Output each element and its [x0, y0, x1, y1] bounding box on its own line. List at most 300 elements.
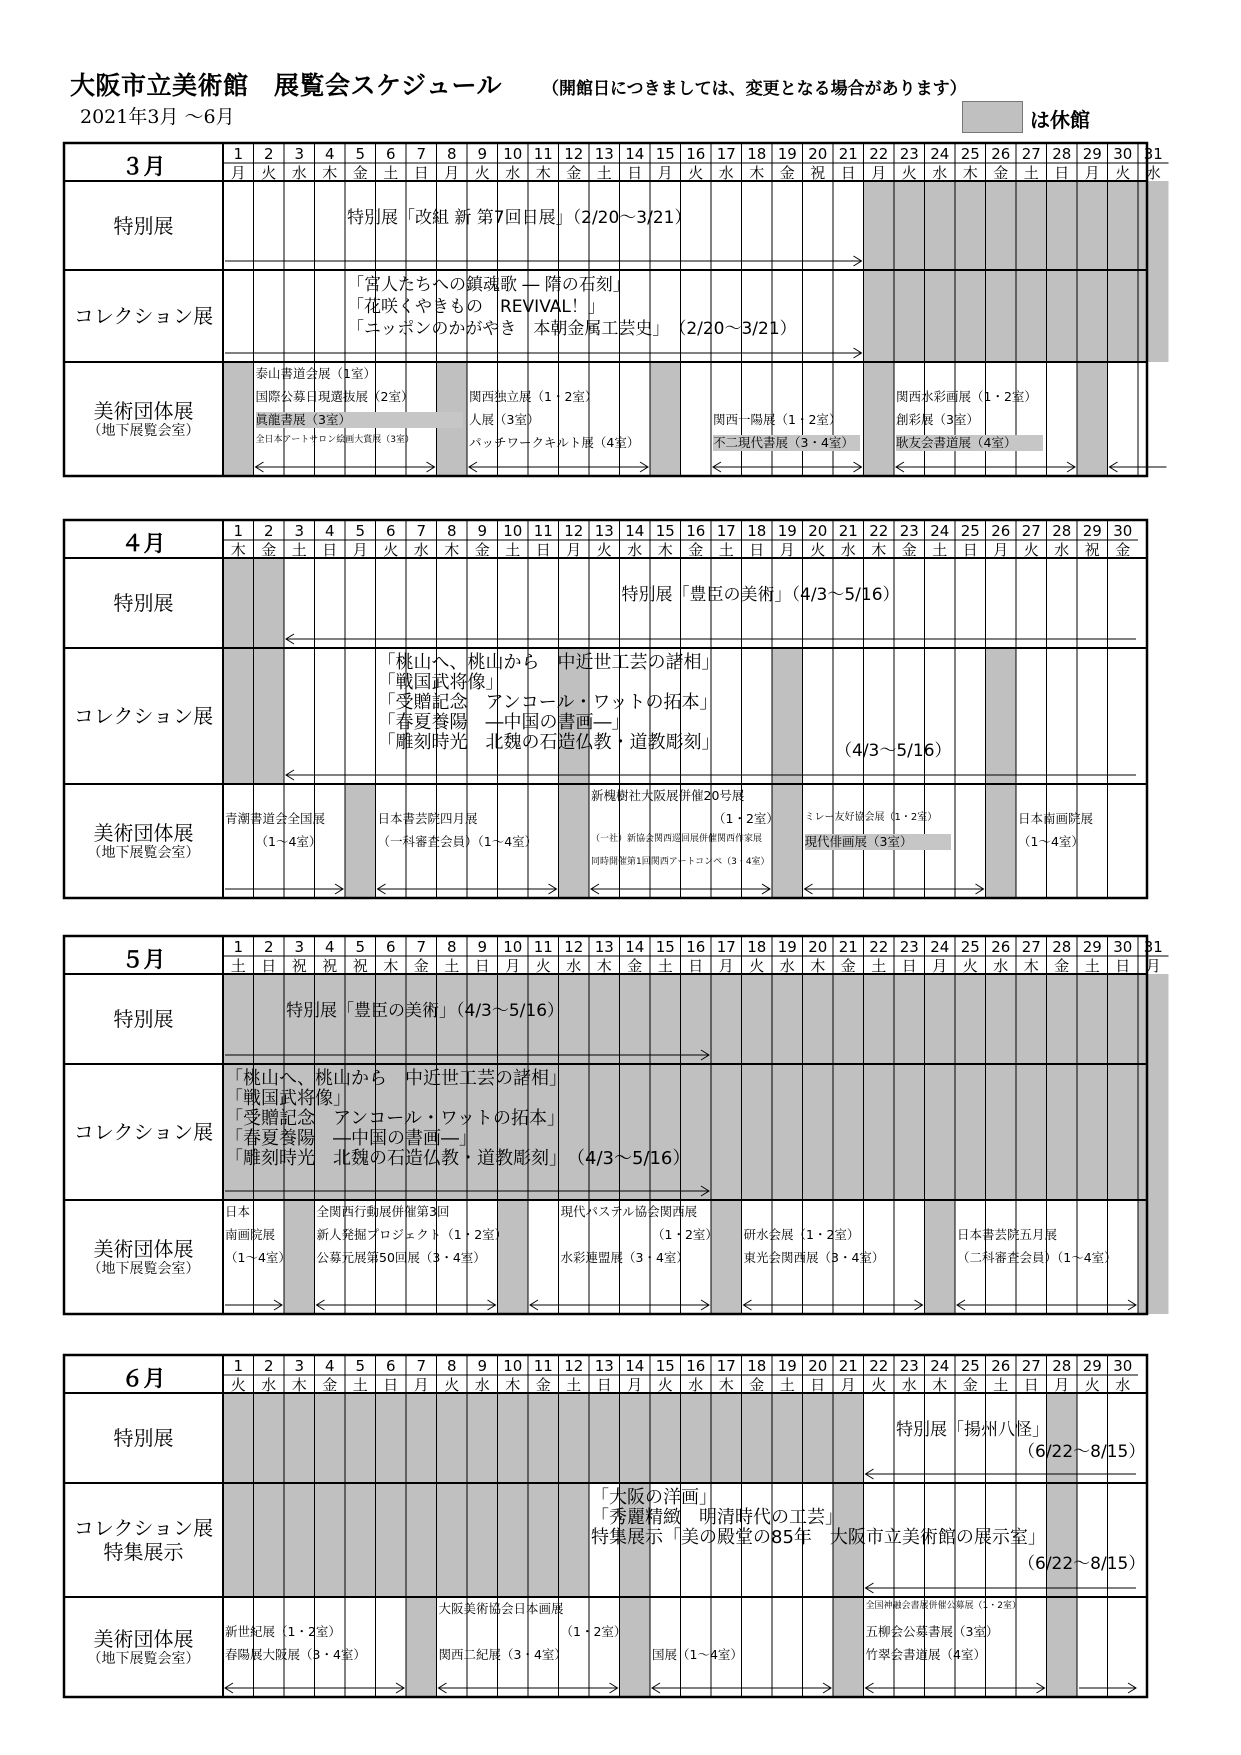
weekday-label: 日: [535, 541, 551, 559]
day-number: 26: [991, 1357, 1011, 1375]
row-label: [64, 1237, 223, 1278]
weekday-label: 土: [505, 541, 521, 559]
event-text: 関西水彩画展（1・2室）: [896, 389, 1037, 404]
event-text: 国際公募日現選抜展（2室）: [255, 389, 414, 404]
weekday-label: 日: [1115, 957, 1131, 975]
weekday-label: 月: [444, 164, 460, 182]
event-text: 東光会関西展（3・4室）: [743, 1250, 885, 1265]
weekday-label: 金: [993, 164, 1009, 182]
weekday-label: 火: [1023, 541, 1039, 559]
event-text: 特集展示「美の殿堂の85年 大阪市立美術館の展示室」: [591, 1527, 1046, 1548]
event-text: 関西独立展（1・2室）: [469, 389, 598, 404]
row-label: [64, 214, 223, 238]
row-sublabel: （地下展覧会室）: [87, 1260, 200, 1277]
day-number: 1: [233, 1357, 244, 1375]
day-number: 31: [1143, 145, 1163, 163]
row-label-text: 美術団体展: [93, 1236, 194, 1261]
day-number: 30: [1113, 145, 1133, 163]
day-number: 2: [263, 145, 274, 163]
weekday-label: 土: [1084, 957, 1100, 975]
day-number: 18: [747, 145, 767, 163]
event-text: 「受贈記念 アンコール・ワットの拓本」: [225, 1108, 566, 1129]
day-number: 25: [960, 145, 980, 163]
weekday-label: 月: [1145, 957, 1161, 975]
event-text: 新槐樹社大阪展併催20号展: [591, 788, 745, 803]
event-text: 公募元展第50回展（3・4室）: [316, 1250, 486, 1265]
weekday-label: 土: [718, 541, 734, 559]
event-text: 眞龍書展（3室）: [256, 412, 464, 428]
day-number: 10: [503, 938, 523, 956]
weekday-label: 火: [596, 541, 612, 559]
weekday-label: 火: [474, 164, 490, 182]
weekday-label: 日: [1023, 1376, 1039, 1394]
day-number: 15: [655, 1357, 675, 1375]
closed-cell: [223, 362, 254, 476]
weekday-label: 木: [1023, 957, 1039, 975]
day-number: 9: [477, 522, 488, 540]
weekday-label: 水: [1145, 164, 1161, 182]
day-number: 8: [446, 522, 457, 540]
day-number: 11: [533, 522, 553, 540]
day-number: 14: [625, 145, 645, 163]
weekday-label: 月: [840, 1376, 856, 1394]
day-number: 14: [625, 522, 645, 540]
event-text: （1・2室）: [713, 811, 779, 826]
day-number: 19: [777, 1357, 797, 1375]
row-label: [64, 1120, 223, 1144]
day-number: 2: [263, 522, 274, 540]
day-number: 21: [838, 938, 858, 956]
row-label: [64, 1007, 223, 1031]
closed-cell: [1047, 1597, 1078, 1697]
day-number: 30: [1113, 522, 1133, 540]
day-number: 20: [808, 522, 828, 540]
weekday-label: 土: [871, 957, 887, 975]
weekday-label: 火: [1115, 164, 1131, 182]
weekday-label: 水: [1054, 541, 1070, 559]
event-text: 「桃山へ、桃山から 中近世工芸の諸相」: [225, 1068, 567, 1089]
event-text: 「春夏養陽 ―中国の書画―」: [377, 712, 630, 733]
weekday-label: 火: [901, 164, 917, 182]
title-note: （開館日につきましては、変更となる場合があります）: [542, 79, 967, 99]
weekday-label: 月: [718, 957, 734, 975]
day-number: 13: [594, 938, 614, 956]
event-text: 「宮人たちへの鎮魂歌 ― 隋の石刻」: [347, 275, 630, 295]
weekday-label: 水: [840, 541, 856, 559]
event-text: 新人発掘プロジェクト（1・2室）: [316, 1227, 508, 1242]
day-number: 29: [1082, 145, 1102, 163]
weekday-label: 水: [718, 164, 734, 182]
weekday-label: 金: [779, 164, 795, 182]
day-number: 6: [385, 938, 396, 956]
weekday-label: 火: [230, 1376, 246, 1394]
weekday-label: 月: [627, 1376, 643, 1394]
row-label-text: 特別展: [113, 591, 174, 615]
weekday-label: 金: [901, 541, 917, 559]
day-number: 4: [324, 522, 335, 540]
day-number: 25: [960, 938, 980, 956]
day-number: 16: [686, 938, 706, 956]
weekday-label: 水: [291, 164, 307, 182]
day-number: 28: [1052, 938, 1072, 956]
closed-cell: [864, 362, 895, 476]
closed-cell: [925, 1200, 956, 1314]
month-schedule-april: [64, 520, 1147, 900]
event-text: 「雕刻時光 北魏の石造仏教・道教彫刻」: [377, 732, 720, 753]
weekday-label: 木: [718, 1376, 734, 1394]
weekday-label: 金: [413, 957, 429, 975]
day-number: 14: [625, 1357, 645, 1375]
weekday-label: 木: [810, 957, 826, 975]
weekday-label: 祝: [322, 957, 338, 975]
row-label: [64, 1426, 223, 1450]
weekday-label: 木: [505, 1376, 521, 1394]
closed-cell: [559, 784, 590, 898]
weekday-label: 金: [1054, 957, 1070, 975]
day-number: 23: [899, 1357, 919, 1375]
weekday-label: 土: [444, 957, 460, 975]
weekday-label: 月: [230, 164, 246, 182]
event-text: （一科審査会員）（1～4室）: [377, 834, 538, 849]
event-text: （6/22～8/15）: [1018, 1442, 1146, 1462]
day-number: 20: [808, 1357, 828, 1375]
weekday-label: 火: [810, 541, 826, 559]
event-text: 泰山書道会展（1室）: [255, 366, 376, 381]
weekday-label: 土: [657, 957, 673, 975]
event-text: 「大阪の洋画」: [591, 1487, 717, 1508]
event-text: 春陽展大阪展（3・4室）: [225, 1647, 366, 1662]
weekday-label: 月: [505, 957, 521, 975]
day-number: 4: [324, 938, 335, 956]
weekday-label: 祝: [291, 957, 307, 975]
event-text: （1・2室）: [652, 1227, 718, 1242]
day-number: 7: [416, 938, 427, 956]
day-number: 30: [1113, 938, 1133, 956]
day-number: 6: [385, 1357, 396, 1375]
weekday-label: 金: [474, 541, 490, 559]
day-number: 27: [1021, 145, 1041, 163]
weekday-label: 金: [749, 1376, 765, 1394]
row-label-text: 特別展: [113, 1426, 174, 1450]
weekday-label: 月: [566, 541, 582, 559]
weekday-label: 日: [474, 957, 490, 975]
event-text: 日本書芸院四月展: [377, 811, 478, 826]
event-text: 竹翠会書道展（4室）: [865, 1647, 986, 1662]
weekday-label: 木: [657, 541, 673, 559]
day-number: 10: [503, 145, 523, 163]
event-text: 「戦国武将像」: [377, 672, 504, 693]
day-number: 8: [446, 145, 457, 163]
event-text: 現代パステル協会関西展: [560, 1204, 698, 1219]
weekday-label: 月: [1084, 164, 1100, 182]
day-number: 10: [503, 522, 523, 540]
row-label: [64, 1627, 223, 1668]
closed-cell: [223, 1393, 864, 1483]
day-number: 19: [777, 938, 797, 956]
day-number: 17: [716, 938, 736, 956]
day-number: 28: [1052, 145, 1072, 163]
weekday-label: 土: [993, 1376, 1009, 1394]
row-sublabel: 特集展示: [103, 1540, 184, 1564]
row-label-text: コレクション展: [73, 1120, 214, 1144]
closed-cell: [986, 648, 1017, 784]
weekday-label: 月: [932, 957, 948, 975]
weekday-label: 土: [1023, 164, 1039, 182]
row-label-text: 特別展: [113, 1007, 174, 1031]
weekday-label: 金: [962, 1376, 978, 1394]
month-schedule-may: [64, 936, 1163, 1316]
event-text: 国展（1～4室）: [652, 1647, 743, 1662]
weekday-label: 木: [291, 1376, 307, 1394]
day-number: 25: [960, 1357, 980, 1375]
closed-cell: [772, 784, 803, 898]
weekday-label: 金: [1115, 541, 1131, 559]
weekday-label: 水: [932, 164, 948, 182]
event-text: （4/3～5/16）: [835, 741, 952, 761]
day-number: 3: [294, 145, 305, 163]
weekday-label: 火: [261, 164, 277, 182]
day-number: 12: [564, 522, 584, 540]
day-number: 7: [416, 1357, 427, 1375]
day-number: 14: [625, 938, 645, 956]
weekday-label: 木: [322, 164, 338, 182]
day-number: 5: [355, 1357, 366, 1375]
event-text: 研水会展（1・2室）: [743, 1227, 860, 1242]
event-text: （1～4室）: [255, 834, 322, 849]
day-number: 5: [355, 938, 366, 956]
weekday-label: 祝: [1084, 541, 1100, 559]
day-number: 29: [1082, 938, 1102, 956]
month-schedule-june: [64, 1355, 1147, 1699]
weekday-label: 火: [962, 957, 978, 975]
weekday-label: 金: [352, 164, 368, 182]
weekday-label: 木: [962, 164, 978, 182]
day-number: 13: [594, 145, 614, 163]
row-label: [64, 821, 223, 862]
day-number: 24: [930, 145, 950, 163]
day-number: 17: [716, 145, 736, 163]
day-number: 29: [1082, 522, 1102, 540]
closed-cell: [1047, 1393, 1078, 1483]
closed-cell: [772, 648, 803, 784]
weekday-label: 日: [413, 164, 429, 182]
row-label-text: 美術団体展: [93, 820, 194, 845]
day-number: 28: [1052, 522, 1072, 540]
weekday-label: 月: [413, 1376, 429, 1394]
day-number: 25: [960, 522, 980, 540]
weekday-label: 土: [566, 1376, 582, 1394]
day-number: 2: [263, 938, 274, 956]
weekday-label: 水: [779, 957, 795, 975]
day-number: 3: [294, 1357, 305, 1375]
event-text: 全日本アートサロン絵画大賞展（3室）: [255, 435, 414, 445]
row-label-text: 美術団体展: [93, 398, 194, 423]
day-number: 2: [263, 1357, 274, 1375]
day-number: 11: [533, 145, 553, 163]
weekday-label: 木: [749, 164, 765, 182]
day-number: 22: [869, 938, 889, 956]
weekday-label: 火: [871, 1376, 887, 1394]
weekday-label: 火: [535, 957, 551, 975]
weekday-label: 月: [779, 541, 795, 559]
event-text: 「花咲くやきもの REVIVAL！」: [347, 297, 605, 317]
event-text: 全国神融会書展併催公募展（1・2室）: [865, 1601, 1021, 1611]
weekday-label: 月: [657, 164, 673, 182]
event-text: 南画院展: [225, 1227, 276, 1242]
event-text: （1～4室）: [1018, 834, 1084, 849]
day-number: 18: [747, 1357, 767, 1375]
event-text: 関西一陽展（1・2室）: [713, 412, 842, 427]
weekday-label: 祝: [810, 164, 826, 182]
closed-legend-label: は休館: [1030, 108, 1090, 132]
row-label: [64, 399, 223, 440]
weekday-label: 金: [840, 957, 856, 975]
day-number: 13: [594, 522, 614, 540]
event-text: 「受贈記念 アンコール・ワットの拓本」: [377, 692, 718, 713]
event-text: （一社）新協会関西巡回展併催関西作家展: [591, 834, 763, 844]
day-number: 6: [385, 522, 396, 540]
day-number: 3: [294, 938, 305, 956]
month-name: ３月: [121, 155, 166, 180]
event-text: 五柳会公募書展（3室）: [865, 1624, 999, 1639]
weekday-label: 木: [444, 541, 460, 559]
event-text: 「秀麗精緻 明清時代の工芸」: [591, 1507, 843, 1528]
day-number: 19: [777, 145, 797, 163]
closed-cell: [711, 1200, 742, 1314]
weekday-label: 祝: [352, 957, 368, 975]
day-number: 20: [808, 145, 828, 163]
day-number: 12: [564, 145, 584, 163]
day-number: 21: [838, 1357, 858, 1375]
event-text: 日本書芸院五月展: [957, 1227, 1058, 1242]
weekday-label: 金: [322, 1376, 338, 1394]
weekday-label: 土: [932, 541, 948, 559]
row-label: [64, 591, 223, 615]
closed-cell: [1077, 362, 1108, 476]
weekday-label: 日: [627, 164, 643, 182]
event-text: （二科審査会員）（1～4室）: [957, 1250, 1117, 1265]
day-number: 19: [777, 522, 797, 540]
day-number: 7: [416, 522, 427, 540]
event-text: 「戦国武将像」: [225, 1088, 351, 1109]
weekday-label: 木: [230, 541, 246, 559]
day-number: 28: [1052, 1357, 1072, 1375]
weekday-label: 日: [962, 541, 978, 559]
row-label-text: コレクション展: [73, 304, 214, 328]
weekday-label: 水: [1115, 1376, 1131, 1394]
closed-cell: [1138, 1200, 1169, 1314]
day-number: 17: [716, 1357, 736, 1375]
month-name: ５月: [121, 948, 166, 973]
day-number: 8: [446, 1357, 457, 1375]
weekday-label: 土: [779, 1376, 795, 1394]
row-label: [64, 704, 223, 728]
weekday-label: 日: [1054, 164, 1070, 182]
closed-cell: [1047, 1483, 1078, 1597]
event-text: 特別展「豊臣の美術」（4/3～5/16）: [286, 1001, 565, 1021]
closed-legend-swatch: [962, 101, 1023, 133]
day-number: 5: [355, 522, 366, 540]
event-text: 「桃山へ、桃山から 中近世工芸の諸相」: [377, 652, 720, 673]
closed-cell: [406, 1597, 437, 1697]
day-number: 23: [899, 145, 919, 163]
weekday-label: 日: [261, 957, 277, 975]
event-text: 不二現代書展（3・4室）: [713, 435, 860, 451]
day-number: 9: [477, 938, 488, 956]
weekday-label: 木: [596, 957, 612, 975]
row-label-text: 美術団体展: [93, 1626, 194, 1651]
row-label: [64, 1516, 223, 1564]
day-number: 1: [233, 522, 244, 540]
event-text: （1～4室）: [225, 1250, 291, 1265]
row-sublabel: （地下展覧会室）: [87, 422, 200, 439]
event-text: 関西二紀展（3・4室）: [438, 1647, 567, 1662]
weekday-label: 土: [383, 164, 399, 182]
month-schedule-march: [64, 143, 1163, 487]
weekday-label: 日: [749, 541, 765, 559]
day-number: 10: [503, 1357, 523, 1375]
day-number: 9: [477, 145, 488, 163]
day-number: 16: [686, 1357, 706, 1375]
weekday-label: 月: [993, 541, 1009, 559]
event-text: 青潮書道会全国展: [225, 811, 326, 826]
day-number: 18: [747, 938, 767, 956]
day-number: 18: [747, 522, 767, 540]
day-number: 22: [869, 145, 889, 163]
day-number: 23: [899, 522, 919, 540]
day-number: 21: [838, 522, 858, 540]
closed-cell: [986, 784, 1017, 898]
day-number: 24: [930, 1357, 950, 1375]
day-number: 24: [930, 522, 950, 540]
weekday-label: 火: [657, 1376, 673, 1394]
event-text: 人展（3室）: [469, 412, 540, 427]
weekday-label: 火: [444, 1376, 460, 1394]
weekday-label: 金: [627, 957, 643, 975]
day-number: 1: [233, 938, 244, 956]
weekday-label: 日: [596, 1376, 612, 1394]
weekday-label: 日: [840, 164, 856, 182]
event-text: 日本南画院展: [1018, 811, 1094, 826]
schedule-period: 2021年3月 ～6月: [80, 106, 235, 128]
weekday-label: 木: [383, 957, 399, 975]
day-number: 12: [564, 938, 584, 956]
weekday-label: 金: [566, 164, 582, 182]
day-number: 15: [655, 145, 675, 163]
event-text: 「雕刻時光 北魏の石造仏教・道教彫刻」 （4/3～5/16）: [225, 1148, 691, 1169]
page-title: 大阪市立美術館 展覧会スケジュール: [70, 71, 503, 100]
event-text: 耿友会書道展（4室）: [896, 435, 1043, 451]
weekday-label: 水: [505, 164, 521, 182]
day-number: 13: [594, 1357, 614, 1375]
weekday-label: 水: [566, 957, 582, 975]
day-number: 24: [930, 938, 950, 956]
row-label-text: コレクション展: [73, 1516, 214, 1540]
schedule-grid: [64, 143, 1163, 476]
row-label-text: 特別展: [113, 213, 174, 238]
event-text: ミレー友好協会展（1・2室）: [804, 812, 938, 823]
weekday-label: 水: [474, 1376, 490, 1394]
day-number: 3: [294, 522, 305, 540]
weekday-label: 火: [688, 164, 704, 182]
day-number: 4: [324, 1357, 335, 1375]
event-text: （1・2室）: [560, 1624, 627, 1639]
day-number: 11: [533, 938, 553, 956]
day-number: 15: [655, 522, 675, 540]
weekday-label: 金: [688, 541, 704, 559]
closed-cell: [345, 784, 376, 898]
closed-cell: [620, 1597, 651, 1697]
